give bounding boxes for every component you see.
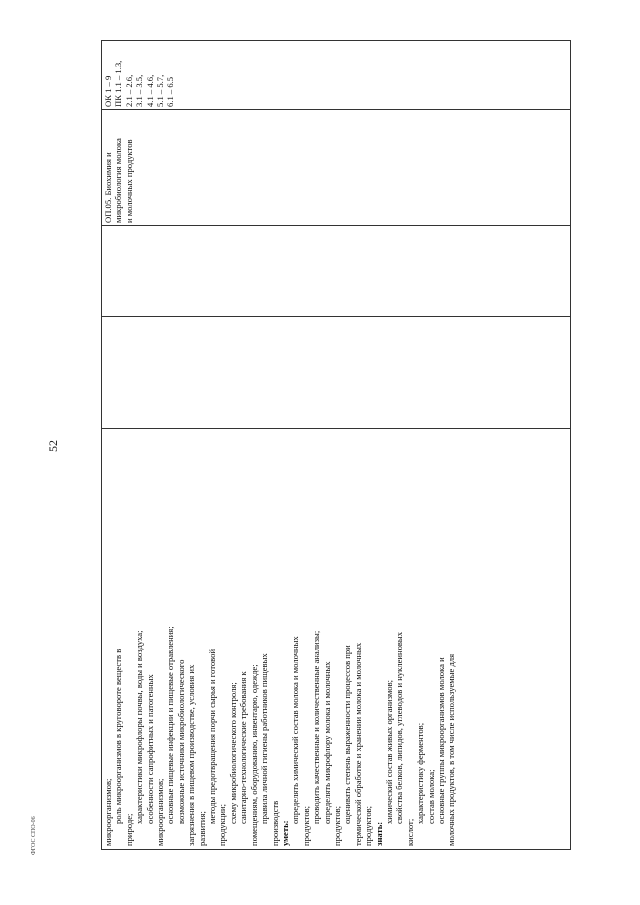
- skills-text-line: свойства белков, липидов, углеводов и нуклеиновых: [394, 631, 405, 824]
- skills-text-line: развития;: [196, 811, 207, 846]
- skills-text-line: проводить качественные и количественные анализы;: [311, 630, 322, 824]
- skills-text-line: химический состав живых организмов;: [383, 679, 394, 824]
- discipline-name-line: микробиология молока: [113, 138, 124, 223]
- competency-code-line: ОК 1 – 9: [103, 75, 113, 107]
- skills-text-line: возможные источники микробиологического: [175, 659, 186, 824]
- skills-text-line: микроорганизмов;: [155, 778, 166, 846]
- skills-text-line: определять микрофлору молока и молочных: [321, 661, 332, 824]
- skills-text-line: уметь:: [279, 820, 290, 846]
- skills-text-line: правила личной гигиены работников пищевых: [259, 653, 270, 824]
- skills-text-line: схему микробиологического контроля;: [227, 682, 238, 824]
- competency-code-line: 5.1 – 5.7,: [155, 74, 166, 107]
- page-number: 52: [46, 440, 60, 452]
- skills-text-line: продуктов;: [331, 805, 342, 846]
- competency-code-line: 3.1 – 3.5,: [134, 74, 145, 107]
- skills-text-line: производств: [269, 800, 280, 846]
- competency-code-line: 2.1 – 2.6,: [123, 74, 134, 107]
- discipline-column: [102, 109, 570, 225]
- skills-text-line: состав молока;: [425, 769, 436, 824]
- skills-text-line: определять химический состав молока и молочных: [290, 636, 301, 824]
- skills-text-line: термической обработке и хранении молока и молочных: [352, 642, 363, 846]
- competency-code-line: ПК 1.1 – 1.3,: [113, 60, 124, 107]
- rotated-page: [101, 40, 571, 850]
- discipline-name-line: ОП.05. Биохимия и: [103, 152, 113, 223]
- required-hours-column: [102, 225, 570, 316]
- curriculum-table: [101, 40, 571, 850]
- skills-text-line: характеристики микрофлоры почвы, воды и воздуха;: [134, 630, 145, 824]
- skills-text-line: продуктов;: [300, 805, 311, 846]
- skills-text-line: основные пищевые инфекции и пищевые отравления;: [165, 626, 176, 824]
- skills-text-line: особенности сапрофитных и патогенных: [144, 674, 155, 824]
- skills-text-line: микроорганизмов;: [103, 778, 113, 846]
- competency-code-line: 6.1 – 6.5: [165, 76, 176, 107]
- skills-text-line: кислот;: [404, 818, 415, 846]
- footer-code: ФГОС СПО-06: [31, 816, 37, 855]
- skills-text-line: помещениям, оборудованию, инвентарю, одежде;: [248, 664, 259, 846]
- max-load-column: [102, 316, 570, 428]
- skills-text-line: продуктов;: [363, 805, 374, 846]
- skills-text-line: основные группы микроорганизмов молока и: [436, 657, 446, 824]
- skills-text-line: методы предотвращения порчи сырья и готовой: [207, 648, 218, 824]
- skills-knowledge-column: [102, 428, 570, 849]
- discipline-name-line: и молочных продуктов: [123, 139, 134, 223]
- skills-text-line: природе;: [123, 813, 134, 846]
- skills-text-line: загрязнения в пищевом производстве, условия их: [186, 664, 197, 846]
- skills-text-line: роль микроорганизмов в круговороте веществ в: [113, 648, 124, 824]
- competency-code-line: 4.1 – 4.6,: [144, 74, 155, 107]
- competencies-column: [102, 41, 570, 109]
- table-sheet: [101, 40, 571, 850]
- skills-text-line: молочных продуктов, в том числе используемые для: [446, 653, 457, 846]
- skills-text-line: характеристику ферментов;: [415, 722, 426, 824]
- skills-text-line: оценивать степень выраженности процессов при: [342, 645, 353, 824]
- skills-text-line: продукции;: [217, 804, 228, 846]
- skills-text-line: знать:: [373, 821, 384, 846]
- skills-text-line: санитарно-технологические требования к: [238, 671, 249, 824]
